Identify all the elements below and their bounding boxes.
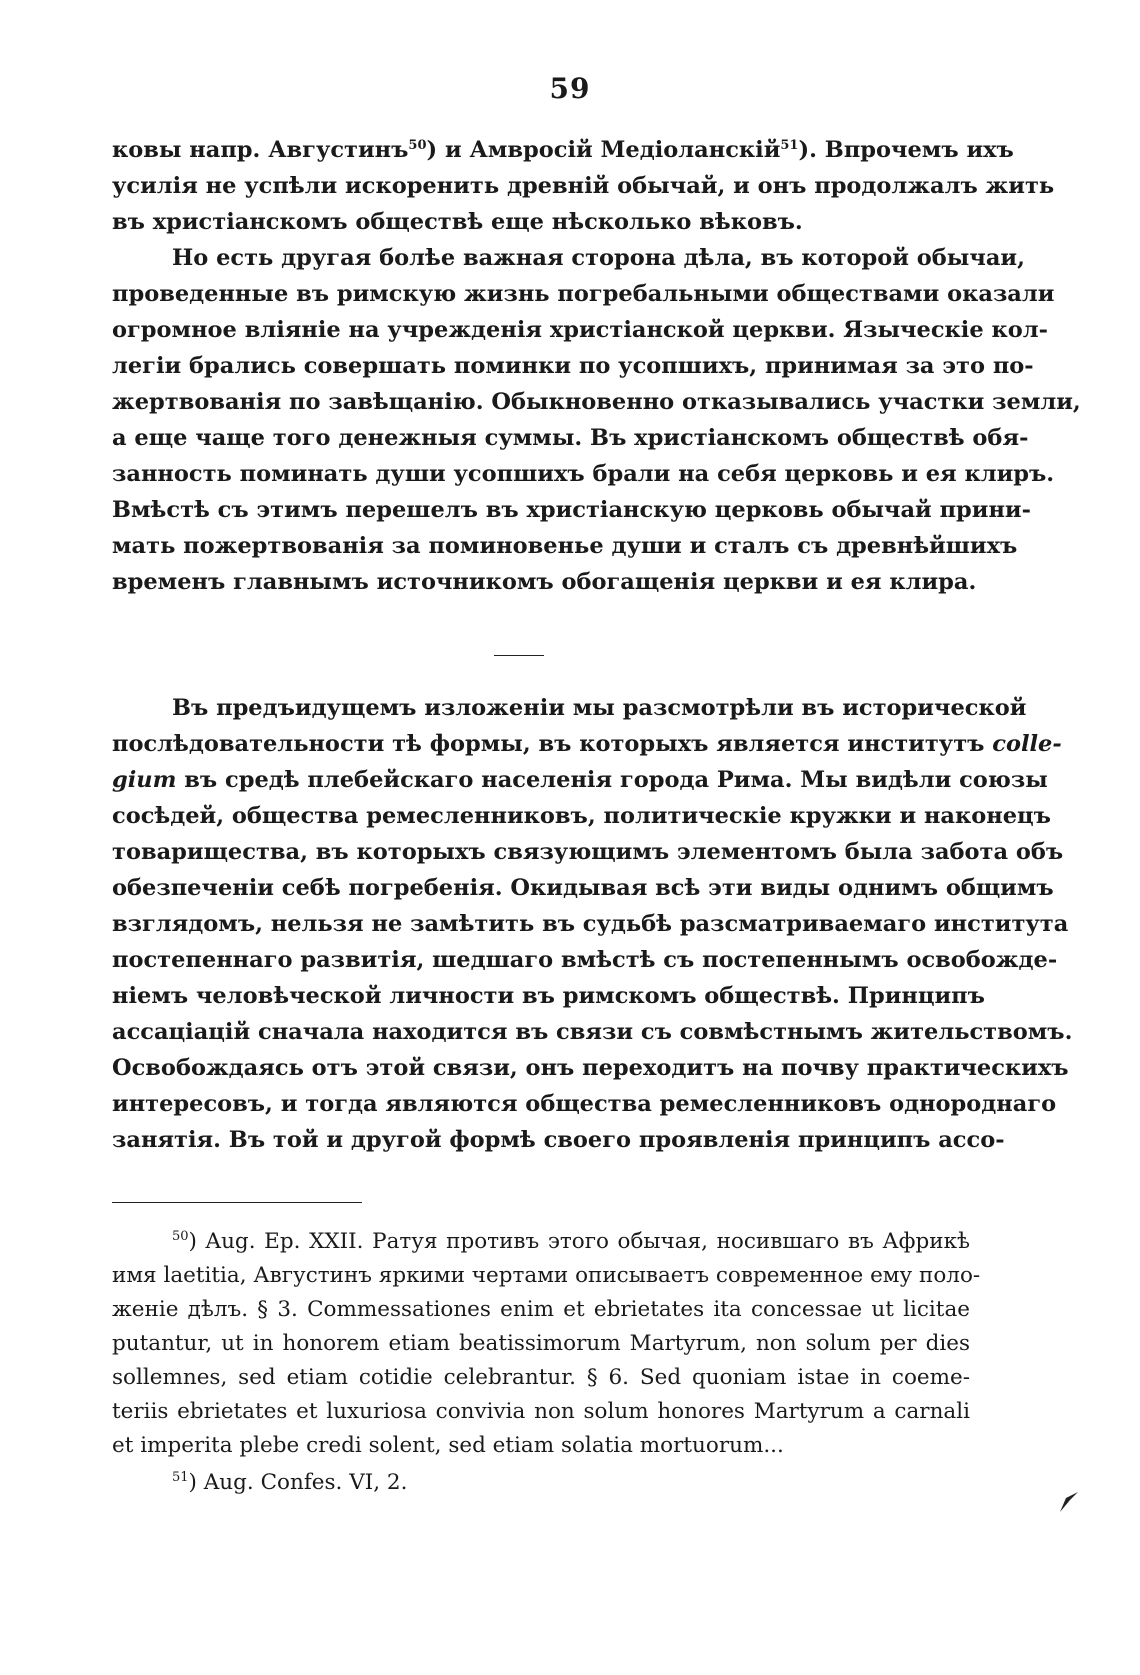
section-divider [494,655,544,656]
text-fragment: въ средѣ плебейскаго населенія города Рима. Мы видѣли союзы [176,767,1048,793]
paragraph-3-line-10: ассаціацій сначала находится въ связи съ совмѣстнымъ жительствомъ. [112,1019,1073,1045]
footnote-50-line-7: et imperita plebe credi solent, sed etiam solatia mortuorum... [112,1433,784,1458]
footnote-51 [172,1466,970,1500]
paragraph-3-line-7: взглядомъ, нельзя не замѣтить въ судьбѣ разсматриваемаго института [112,911,1069,937]
text-fragment: ) Aug. Ep. XXII. Ратуя противъ этого обычая, носившаго въ Африкѣ [188,1229,970,1254]
footnote-50-line-5: sollemnes, sed etiam cotidie celebrantur. § 6. Sed quoniam istae in coeme- [112,1365,970,1390]
text-fragment: ) Aug. Confes. VI, 2. [188,1470,408,1495]
footnote-rule [112,1202,362,1203]
paragraph-3-line-13: занятія. Въ той и другой формѣ своего проявленія принципъ ассо- [112,1127,1005,1153]
paragraph-3-line-4: сосѣдей, общества ремесленниковъ, политическіе кружки и наконецъ [112,803,1051,829]
paragraph-3-line-9: ніемъ человѣческой личности въ римскомъ обществѣ. Принципъ [112,983,985,1009]
page-number: 59 [549,72,591,105]
italic-term: colle- [992,731,1062,757]
footnote-50-line-1 [172,1225,970,1259]
paragraph-2-line-4: легіи брались совершать поминки по усопшихъ, принимая за это по- [112,353,1034,379]
paragraph-2-line-9: мать пожертвованія за поминовенье души и сталъ съ древнѣйшихъ [112,533,1018,559]
paragraph-3-line-3 [112,762,1048,798]
paragraph-1-line-3: въ христіанскомъ обществѣ еще нѣсколько вѣковъ. [112,209,803,235]
paragraph-2-line-1: Но есть другая болѣе важная сторона дѣла, въ которой обычаи, [172,245,1025,271]
text-fragment: послѣдовательности тѣ формы, въ которыхъ является институтъ [112,731,993,757]
footnote-ref-50[interactable]: 50 [408,138,427,153]
paragraph-3-line-2 [112,726,1062,762]
paragraph-2-line-10: временъ главнымъ источникомъ обогащенія церкви и ея клира. [112,569,977,595]
footnote-50-line-6: teriis ebrietates et luxuriosa convivia non solum honores Martyrum a carnali [112,1399,970,1424]
text-fragment: ковы напр. Августинъ [112,137,409,163]
paragraph-3-line-6: обезпеченіи себѣ погребенія. Окидывая всѣ эти виды однимъ общимъ [112,875,1054,901]
text-fragment: ). Впрочемъ ихъ [798,137,1014,163]
scan-mark-icon [1058,1490,1080,1514]
paragraph-3-line-8: постепеннаго развитія, шедшаго вмѣстѣ съ постепеннымъ освобожде- [112,947,1058,973]
footnote-number-50: 50 [172,1229,189,1244]
paragraph-2-line-5: жертвованія по завѣщанію. Обыкновенно отказывались участки земли, [112,389,1081,415]
paragraph-2-line-7: занность поминать души усопшихъ брали на себя церковь и ея клиръ. [112,461,1055,487]
paragraph-2-line-3: огромное вліяніе на учрежденія христіанской церкви. Языческіе кол- [112,317,1048,343]
paragraph-2-line-8: Вмѣстѣ съ этимъ перешелъ въ христіанскую церковь обычай прини- [112,497,1031,523]
paragraph-3-line-12: интересовъ, и тогда являются общества ремесленниковъ однороднаго [112,1091,1057,1117]
paragraph-3-line-5: товарищества, въ которыхъ связующимъ элементомъ была забота объ [112,839,1064,865]
paragraph-1-line-1 [112,132,1014,168]
paragraph-2-line-2: проведенные въ римскую жизнь погребальными обществами оказали [112,281,1055,307]
footnote-50-line-3: женіе дѣлъ. § 3. Commessationes enim et ebrietates ita concessae ut licitae [112,1297,970,1322]
text-fragment: ) и Амвросій Медіоланскій [426,137,781,163]
paragraph-2-line-6: а еще чаще того денежныя суммы. Въ христіанскомъ обществѣ обя- [112,425,1029,451]
footnote-50-line-2: имя laetitia, Августинъ яркими чертами описываетъ современное ему поло- [112,1263,981,1288]
italic-term: gium [112,767,177,793]
footnote-50-line-4: putantur, ut in honorem etiam beatissimorum Martyrum, non solum per dies [112,1331,970,1356]
paragraph-1-line-2: усилія не успѣли искоренить древній обычай, и онъ продолжалъ жить [112,173,1055,199]
paragraph-3-line-11: Освобождаясь отъ этой связи, онъ переходитъ на почву практическихъ [112,1055,1069,1081]
footnote-ref-51[interactable]: 51 [780,138,799,153]
paragraph-3-line-1: Въ предъидущемъ изложеніи мы разсмотрѣли въ исторической [172,695,1027,721]
footnote-number-51: 51 [172,1470,189,1485]
